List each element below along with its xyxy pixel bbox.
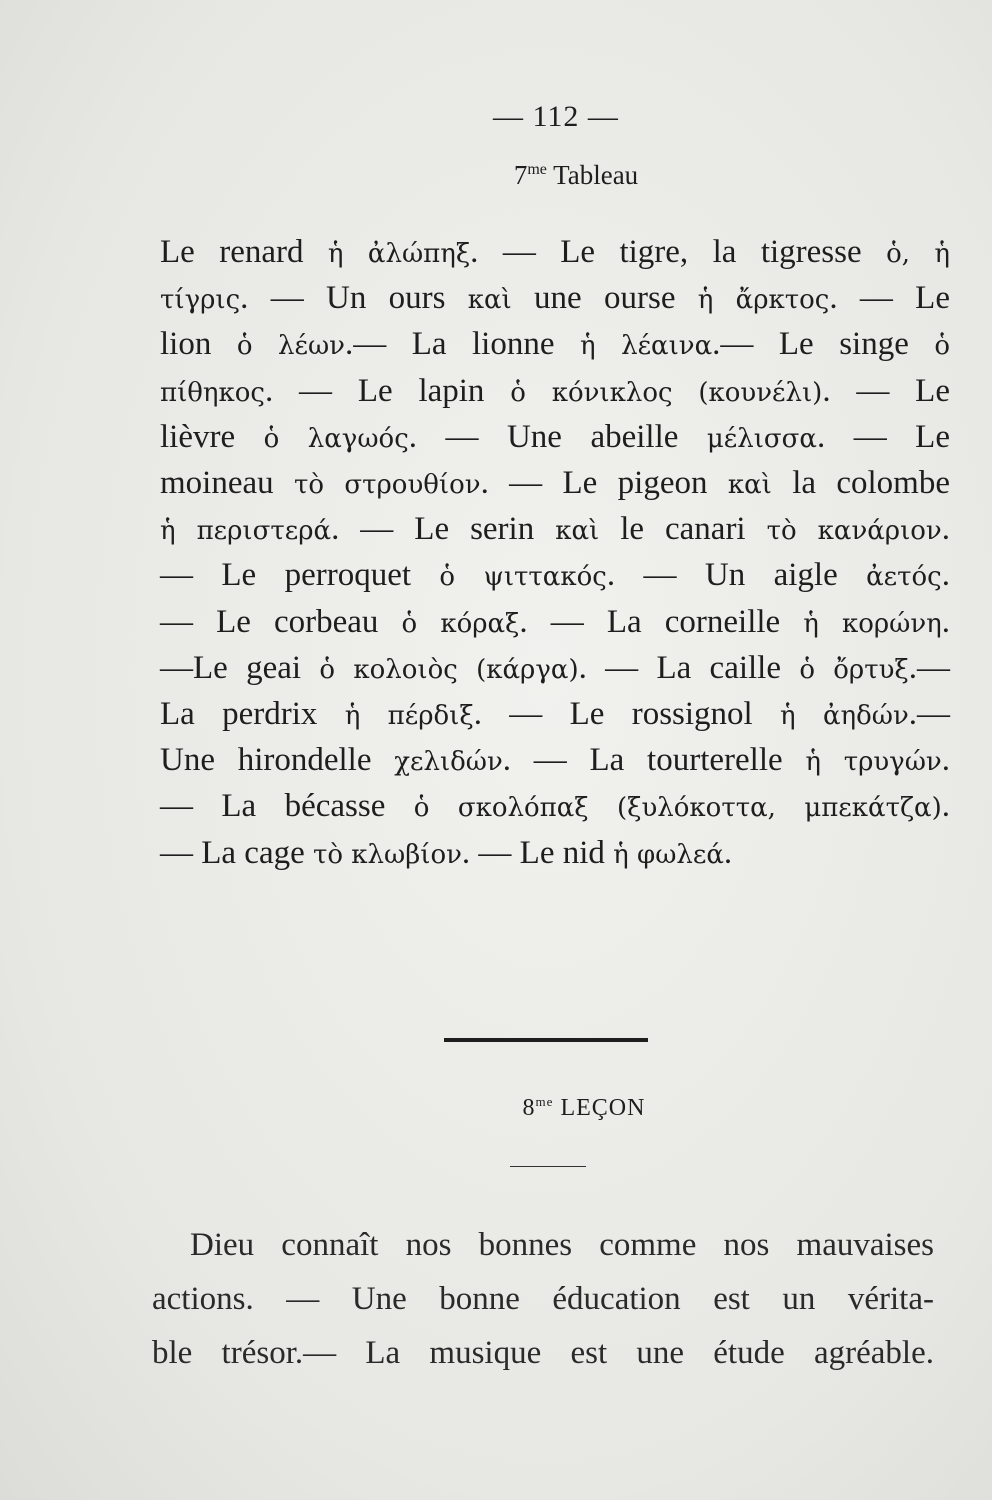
vocabulary-line	[160, 230, 950, 276]
french-text: —Le geai	[160, 649, 320, 686]
french-text: — Le corbeau	[160, 603, 402, 640]
french-text: . — La corneille	[519, 603, 804, 640]
french-text: Le renard	[160, 234, 328, 270]
tableau-title: Tableau	[553, 160, 639, 190]
vocabulary-line	[160, 507, 950, 553]
vocabulary-line	[160, 784, 950, 830]
greek-term: ἀετός	[866, 562, 942, 593]
greek-term: ὁ λαγωός	[263, 423, 409, 454]
vocabulary-line	[160, 369, 950, 415]
lesson-line: Dieu connaît nos bonnes comme nos mauvaises	[190, 1227, 934, 1263]
greek-term: τὸ στρουθίον	[293, 470, 481, 501]
french-text: le canari	[599, 511, 767, 548]
greek-term: τὸ κλωβίον	[313, 839, 462, 870]
greek-term: ὁ κόραξ	[401, 608, 520, 639]
greek-term: ὁ κόνικλος (κουνέλι)	[510, 377, 823, 408]
lesson-ordinal: 8	[522, 1095, 536, 1121]
french-text: — La cage	[160, 834, 313, 871]
greek-term: ὁ, ἡ	[886, 239, 950, 269]
tableau-ordinal: 7	[513, 160, 528, 190]
heading-underline	[510, 1166, 586, 1167]
lesson-line: ble trésor.— La musique est une étude agréable.	[152, 1335, 934, 1371]
greek-term: τὸ κανάριον	[766, 516, 942, 547]
vocabulary-line	[160, 461, 950, 507]
greek-term: ὁ ὄρτυξ	[799, 654, 909, 685]
vocabulary-line	[160, 738, 950, 784]
french-text: Une hirondelle	[160, 742, 395, 779]
french-text: — La bécasse	[160, 788, 414, 825]
greek-term: ἡ ἄρκτος	[697, 285, 830, 316]
section-divider	[444, 1038, 648, 1042]
lesson-paragraph	[152, 1218, 934, 1380]
lesson-line: actions. — Une bonne éducation est un vérita-	[152, 1281, 934, 1317]
french-text: une ourse	[511, 280, 698, 317]
greek-term: τίγρις	[160, 285, 241, 316]
greek-term: ἡ ἀλώπηξ	[327, 239, 471, 269]
greek-term: ἡ πέρδιξ	[344, 701, 474, 732]
french-text: .	[941, 603, 950, 640]
french-text: . — Le	[829, 280, 950, 317]
french-text: . — Une abeille	[408, 418, 707, 455]
vocabulary-line	[160, 322, 950, 368]
vocabulary-line	[160, 600, 950, 646]
greek-term: ὁ λέων	[236, 331, 345, 362]
french-text: .	[941, 557, 950, 594]
greek-term: χελιδών	[394, 747, 503, 778]
vocabulary-line	[160, 276, 950, 322]
french-text: . — Le nid	[461, 834, 614, 871]
french-text: .—	[908, 696, 951, 733]
french-text: . — Un ours	[240, 280, 468, 317]
french-text: . — Le rossignol	[473, 696, 781, 733]
french-text: .— Le singe	[712, 326, 935, 363]
greek-term: ἡ ἀηδών	[780, 701, 909, 732]
greek-term: ἡ περιστερά	[160, 516, 332, 547]
french-text: moineau	[160, 465, 294, 502]
french-text: . — Un aigle	[606, 557, 867, 594]
french-text: .— La lionne	[344, 326, 580, 363]
french-text: . — Le pigeon	[480, 465, 728, 502]
french-text: . — Le tigre, la tigresse	[470, 234, 887, 270]
french-text: La perdrix	[160, 696, 345, 733]
vocabulary-line	[160, 415, 950, 461]
greek-term: ὁ	[934, 331, 951, 362]
lesson-title: LEÇON	[560, 1095, 646, 1121]
french-text: lion	[160, 326, 237, 363]
french-text: — Le perroquet	[160, 557, 440, 594]
vocabulary-line	[160, 692, 950, 738]
greek-term: ἡ τρυγών	[805, 747, 942, 778]
page-number: — 112 —	[493, 100, 619, 133]
vocabulary-line	[160, 553, 950, 599]
greek-term: καὶ	[555, 516, 600, 547]
lesson-heading	[88, 1094, 992, 1122]
french-text: .	[723, 834, 733, 871]
greek-term: ὁ σκολόπαξ (ξυλόκοττα, μπεκάτζα)	[413, 793, 942, 824]
tableau-heading	[80, 160, 992, 191]
vocabulary-line	[160, 831, 950, 877]
french-text: . — La tourterelle	[502, 742, 806, 779]
greek-term: ἡ κορώνη	[803, 608, 942, 639]
lesson-ordinal-suffix: me	[535, 1094, 554, 1109]
greek-term: ὁ κολοιὸς (κάργα)	[319, 654, 579, 685]
greek-term: μέλισσα	[706, 423, 817, 454]
french-text: . — Le lapin	[264, 372, 511, 409]
greek-term: ὁ ψιττακός	[439, 562, 607, 593]
greek-term: καὶ	[727, 470, 772, 501]
french-text: .	[941, 511, 950, 548]
vocabulary-paragraph	[160, 230, 950, 877]
french-text: . — Le	[822, 372, 950, 409]
greek-term: πίθηκος	[160, 377, 265, 408]
french-text: la colombe	[771, 465, 951, 502]
french-text: lièvre	[160, 418, 264, 455]
french-text: . — Le serin	[331, 511, 556, 548]
french-text: . — La caille	[578, 649, 800, 686]
tableau-ordinal-suffix: me	[527, 161, 547, 178]
greek-term: καὶ	[467, 285, 512, 316]
greek-term: ἡ λέαινα	[580, 331, 713, 362]
french-text: .	[941, 742, 950, 779]
french-text: .	[941, 788, 951, 825]
french-text: . — Le	[816, 418, 950, 455]
french-text: .—	[908, 649, 950, 686]
vocabulary-line	[160, 646, 950, 692]
greek-term: ἡ φωλεά	[613, 839, 724, 870]
